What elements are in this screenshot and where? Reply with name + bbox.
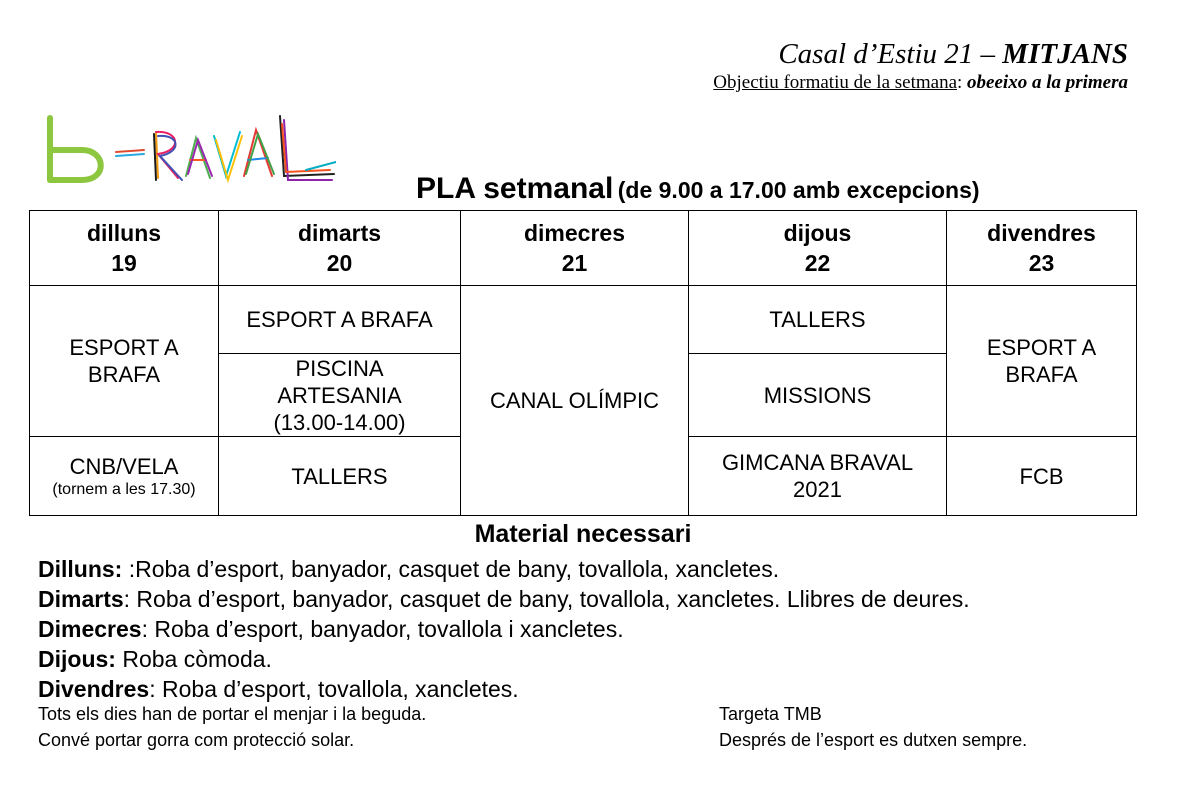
footer-note: Targeta TMB [719, 704, 822, 724]
title-prefix: Casal d’Estiu 21 – [778, 38, 996, 70]
day-header-monday: dilluns 19 [30, 211, 219, 286]
monday-afternoon-cell: CNB/VELA (tornem a les 17.30) [30, 437, 219, 516]
day-header-wednesday: dimecres 21 [461, 211, 689, 286]
material-title: Material necessari [474, 520, 692, 548]
thursday-afternoon-cell: GIMCANA BRAVAL 2021 [689, 437, 947, 516]
thursday-midday-cell: MISSIONS [689, 354, 947, 437]
objective-text: obeeixo a la primera [967, 72, 1128, 93]
footer-notes-right [719, 701, 1027, 753]
tuesday-midday-cell: PISCINA ARTESANIA (13.00-14.00) [219, 354, 461, 437]
list-item: Divendres: Roba d’esport, tovallola, xancletes. [38, 676, 519, 702]
friday-morning-cell: ESPORT A BRAFA [947, 286, 1137, 437]
list-item: Dilluns: :Roba d’esport, banyador, casquet de bany, tovallola, xancletes. [38, 556, 780, 582]
material-list [38, 554, 970, 704]
title-group: MITJANS [1002, 38, 1128, 70]
monday-afternoon-note: (tornem a les 17.30) [52, 480, 196, 498]
objective-separator: : [957, 72, 963, 93]
braval-logo [44, 110, 336, 194]
thursday-morning-cell: TALLERS [689, 286, 947, 354]
monday-morning-cell: ESPORT A BRAFA [30, 286, 219, 437]
plan-title-hours: (de 9.00 a 17.00 amb excepcions) [617, 177, 980, 203]
weekly-plan-table [29, 210, 1137, 516]
footer-note: Després de l’esport es dutxen sempre. [719, 730, 1028, 750]
day-header-tuesday: dimarts 20 [219, 211, 461, 286]
weekly-objective [713, 72, 1128, 94]
list-item: Dijous: Roba còmoda. [38, 646, 272, 672]
day-header-thursday: dijous 22 [689, 211, 947, 286]
tuesday-afternoon-cell: TALLERS [219, 437, 461, 516]
tuesday-morning-cell: ESPORT A BRAFA [219, 286, 461, 354]
wednesday-cell: CANAL OLÍMPIC [461, 286, 689, 516]
list-item: Dimecres: Roba d’esport, banyador, tovallola i xancletes. [38, 616, 624, 642]
footer-note: Convé portar gorra com protecció solar. [38, 730, 355, 750]
table-row [30, 286, 1137, 354]
plan-title [416, 172, 980, 206]
plan-title-main: PLA setmanal [416, 172, 614, 205]
page-title [778, 38, 1128, 71]
list-item: Dimarts: Roba d’esport, banyador, casquet de bany, tovallola, xancletes. Llibres de deures. [38, 586, 970, 612]
footer-notes-left [38, 701, 426, 753]
friday-afternoon-cell: FCB [947, 437, 1137, 516]
objective-label: Objectiu formatiu de la setmana [713, 72, 958, 93]
footer-note: Tots els dies han de portar el menjar i la beguda. [38, 704, 427, 724]
table-header-row [30, 211, 1137, 286]
day-header-friday: divendres 23 [947, 211, 1137, 286]
